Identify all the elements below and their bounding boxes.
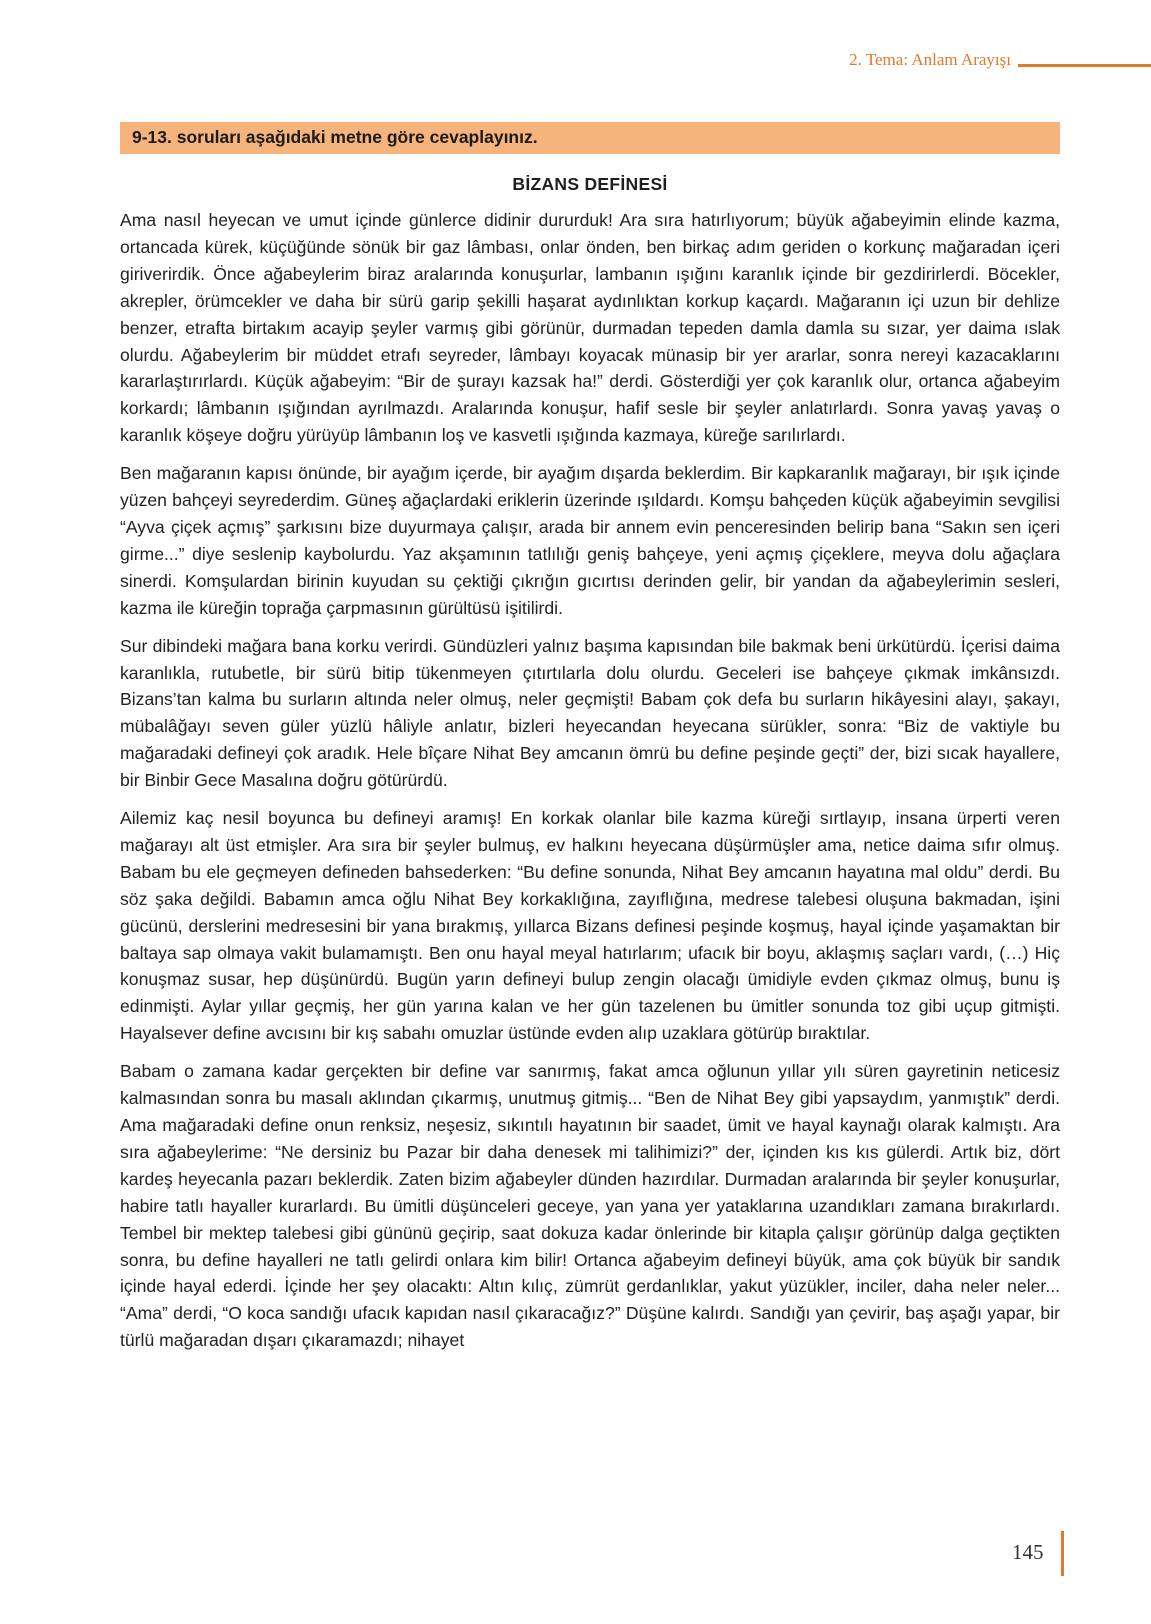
running-header bbox=[0, 50, 1151, 80]
story-title: BİZANS DEFİNESİ bbox=[512, 174, 668, 194]
story-body bbox=[120, 207, 1060, 1365]
instructions-banner bbox=[120, 122, 1060, 154]
story-paragraph: Ama nasıl heyecan ve umut içinde günlerce didinir dururduk! Ara sıra hatırlıyorum; büyük ağabeyimin elinde kazma, ortancada kürek, küçüğünde sönük bir gaz lâmbası, onlar önden, ben birkaç adım geriden o korkunç mağaradan içeri giriverirdik. Önce ağabeylerim biraz aralarında konuşurlar, lambanın ışığını karanlık içinde bir gezdirirlerdi. Böcekler, akrepler, örümcekler ve daha bir sürü garip şekilli haşarat aydınlıktan korkup kaçardı. Mağaranın içi uzun bir dehlize benzer, etrafta birtakım acayip şeyler varmış gibi görünür, durmadan tepeden damla damla su sızar, yer daima ıslak olurdu. Ağabeylerim bir müddet etrafı seyreder, lâmbayı koyacak münasip bir yer ararlar, sonra nereyi kazacaklarını kararlaştırırlardı. Küçük ağabeyim: “Bir de şurayı kazsak ha!” derdi. Gösterdiği yer çok karanlık olur, ortanca ağabeyim korkardı; lâmbanın ışığından ayrılmazdı. Aralarında konuşur, hafif sesle bir şeyler anlatırlardı. Sonra yavaş yavaş o karanlık köşeye doğru yürüyüp lâmbanın loş ve kasvetli ışığında kazmaya, küreğe sarılırlardı. bbox=[120, 210, 1060, 446]
story-paragraph: Ben mağaranın kapısı önünde, bir ayağım içerde, bir ayağım dışarda beklerdim. Bir kapkaranlık mağarayı, bir ışık içinde yüzen bahçeyi seyrederdim. Güneş ağaçlardaki eriklerin üzerinde ışıldardı. Komşu bahçeden küçük ağabeyimin sevgilisi “Ayva çiçek açmış” şarkısını bize duyurmaya çalışır, arada bir annem evin penceresinden belirip bana “Sakın sen içeri girme...” diye seslenip kaybolurdu. Yaz akşamının tatlılığı geniş bahçeye, yeni açmış çiçeklere, meyva dolu ağaçlara sinerdi. Komşulardan birinin kuyudan su çektiği çıkrığın gıcırtısı derinden gelir, bir yandan da ağabeylerimin sesleri, kazma ile küreğin toprağa çarpmasının gürültüsü işitilirdi. bbox=[120, 463, 1060, 618]
header-accent-rule bbox=[1018, 64, 1151, 67]
story-paragraph: Sur dibindeki mağara bana korku verirdi. Gündüzleri yalnız başıma kapısından bile bakmak beni ürkütürdü. İçerisi daima karanlıkla, rutubetle, bir sürü bitip tükenmeyen çıtırtılarla dolu olurdu. Geceleri ise bahçeye çıkmak imkânsızdı. Bizans’tan kalma bu surların altında neler olmuş, neler geçmişti! Babam çok defa bu surların hikâyesini alayı, şakayı, mübalâğayı seven güler yüzlü hâliyle anlatır, bizleri heyecandan heyecana sürükler, sonra: “Biz de vaktiyle bu mağaradaki defineyi çok aradık. Hele bîçare Nihat Bey amcanın ömrü bu define peşinde geçti” der, bizi sıcak hayallere, bir Binbir Gece Masalına doğru götürürdü. bbox=[120, 635, 1060, 791]
story-paragraph: Ailemiz kaç nesil boyunca bu defineyi aramış! En korkak olanlar bile kazma küreği sırtlayıp, insana ürperti veren mağarayı alt üst etmişler. Ara sıra bir şeyler bulmuş, ev halkını heyecana düşürmüşler ama, netice daima sıfır olmuş. Babam bu ele geçmeyen defineden bahsederken: “Bu define sonunda, Nihat Bey amcanın hayatına mal oldu” derdi. Bu söz şaka değildi. Babamın amca oğlu Nihat Bey korkaklığına, zayıflığına, medrese talebesi oluşuna bakmadan, işini gücünü, derslerini medresesini bir yana bırakmış, yıllarca Bizans definesi peşinde koşmuş, hayal içinde yaşamaktan bir baltaya sap olmaya vakit bulamamıştı. Ben onu hayal meyal hatırlarım; ufacık bir boyu, aklaşmış saçları vardı, (…) Hiç konuşmaz susar, hep düşünürdü. Bugün yarın defineyi bulup zengin olacağı ümidiyle evden çıkmaz olmuş, bunu iş edinmişti. Aylar yıllar geçmiş, her gün yarına kalan ve her gün tazelenen bu ümitler sonunda toz gibi uçup gitmişti. Hayalsever define avcısını bir kış sabahı omuzlar üstünde evden alıp uzaklara götürüp bıraktılar. bbox=[120, 808, 1060, 1044]
page-number: 145 bbox=[1012, 1540, 1044, 1564]
page-number-accent-rule bbox=[1061, 1531, 1064, 1576]
instructions-text: 9-13. soruları aşağıdaki metne göre cevaplayınız. bbox=[132, 127, 538, 147]
story-paragraph: Babam o zamana kadar gerçekten bir define var sanırmış, fakat amca oğlunun yıllar yılı süren gayretinin neticesiz kalmasından sonra bu masalı aklından çıkarmış, unutmuş gitmiş... “Ben de Nihat Bey gibi yapsaydım, yanmıştık” derdi. Ama mağaradaki define onun renksiz, neşesiz, sıkıntılı hayatının bir saadet, ümit ve hayal kaynağı olarak kalmıştı. Ara sıra ağabeylerime: “Ne dersiniz bu Pazar bir daha denesek mi talihimizi?” der, içinden kıs kıs gülerdi. Artık biz, dört kardeş heyecanla pazarı beklerdik. Zaten bizim ağabeyler dünden hazırdılar. Durmadan aralarında bir şeyler konuşurlar, habire tatlı hayaller kurarlardı. Bu ümitli düşünceleri geceye, yan yana yer yataklarına uzandıkları zamana bırakırlardı. Tembel bir mektep talebesi gibi gününü geçirip, saat dokuza kadar önlerinde bir kitapla çalışır görünüp dalga geçtikten sonra, bu define hayalleri ne tatlı gelirdi onlara kim bilir! Ortanca ağabeyim defineyi büyük, ama çok büyük bir sandık içinde hayal ederdi. İçinde her şey olacaktı: Altın kılıç, zümrüt gerdanlıklar, yakut yüzükler, inciler, daha neler neler... “Ama” derdi, “O koca sandığı ufacık kapıdan nasıl çıkaracağız?” Düşüne kalırdı. Sandığı yan çevirir, baş aşağı yapar, bir türlü mağaradan dışarı çıkaramazdı; nihayet bbox=[120, 1061, 1060, 1351]
running-header-title: 2. Tema: Anlam Arayışı bbox=[849, 50, 1011, 69]
